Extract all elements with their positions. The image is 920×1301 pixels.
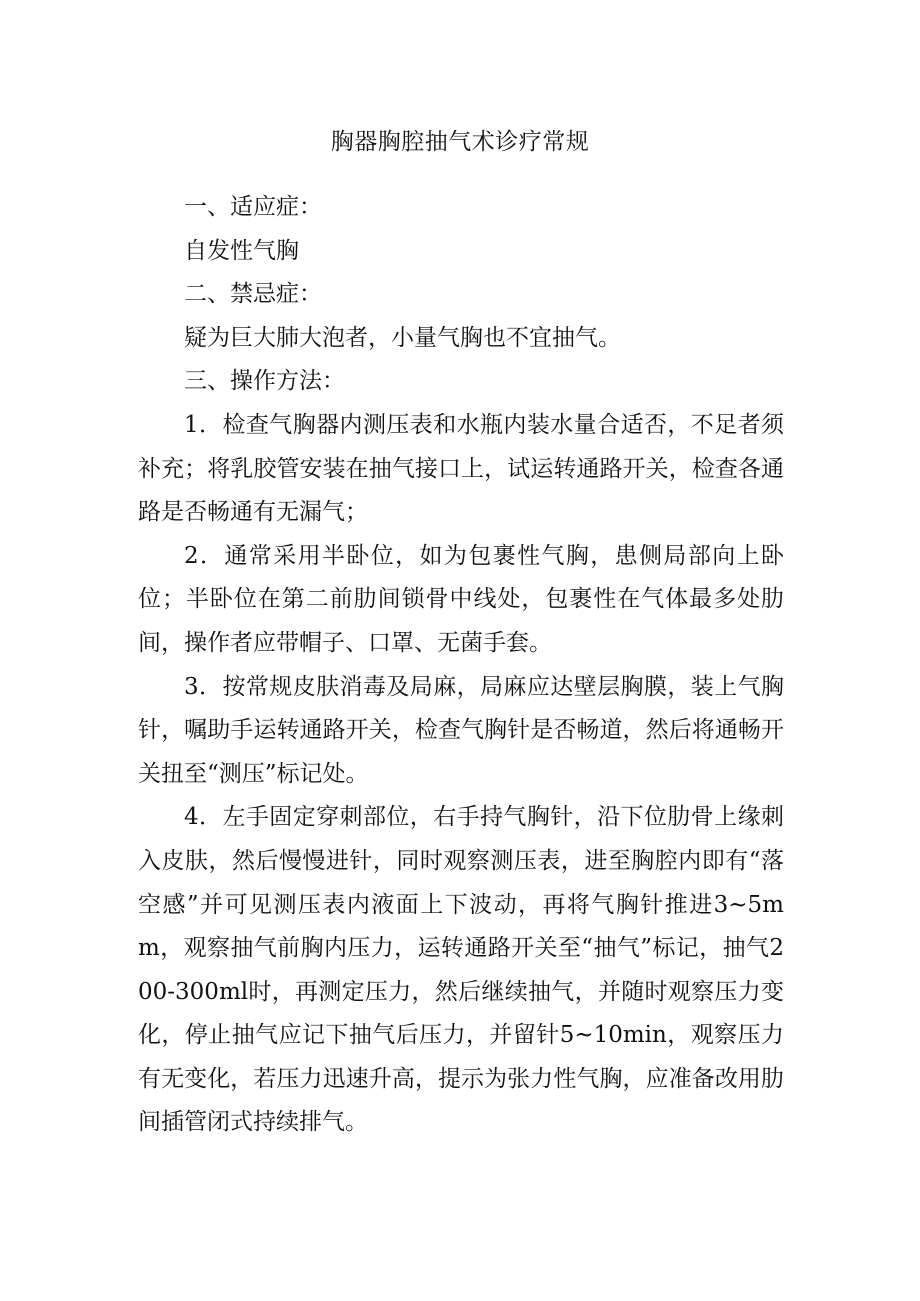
indications-text: 自发性气胸: [184, 237, 299, 264]
procedure-step-3: 3．按常规皮肤消毒及局麻，局麻应达壁层胸膜，装上气胸针，嘱助手运转通路开关，检查气胸针是否畅道，然后将通畅开关扭至“测压”标记处。: [138, 673, 784, 787]
procedure-step-2: 2．通常采用半卧位，如为包裹性气胸，患侧局部向上卧位；半卧位在第二前肋间锁骨中线处，包裹性在气体最多处肋间，操作者应带帽子、口罩、无菌手套。: [138, 542, 784, 656]
heading-contraindications: 二、禁忌症：: [184, 281, 322, 308]
heading-procedure: 三、操作方法：: [184, 368, 345, 395]
contraindications-text: 疑为巨大肺大泡者，小量气胸也不宜抽气。: [184, 324, 621, 351]
procedure-step-4: 4．左手固定穿刺部位，右手持气胸针，沿下位肋骨上缘刺入皮肤，然后慢慢进针，同时观察测压表，进至胸腔内即有“落空感”并可见测压表内液面上下波动，再将气胸针推进3~5mm，观察抽气前胸内压力，运转通路开关至“抽气”标记，抽气200-300ml时，再测定压力，然后继续抽气，并随时观察压力变化，停止抽气应记下抽气后压力，并留针5~10min，观察压力有无变化，若压力迅速升高，提示为张力性气胸，应准备改用肋间插管闭式持续排气。: [138, 804, 784, 1136]
heading-indications: 一、适应症：: [184, 194, 322, 220]
procedure-step-1: 1．检查气胸器内测压表和水瓶内装水量合适否，不足者须补充；将乳胶管安装在抽气接口上，试运转通路开关，检查各通路是否畅通有无漏气；: [138, 411, 784, 526]
document-body: [138, 186, 784, 1145]
document-title: 胸器胸腔抽气术诊疗常规: [330, 129, 590, 155]
